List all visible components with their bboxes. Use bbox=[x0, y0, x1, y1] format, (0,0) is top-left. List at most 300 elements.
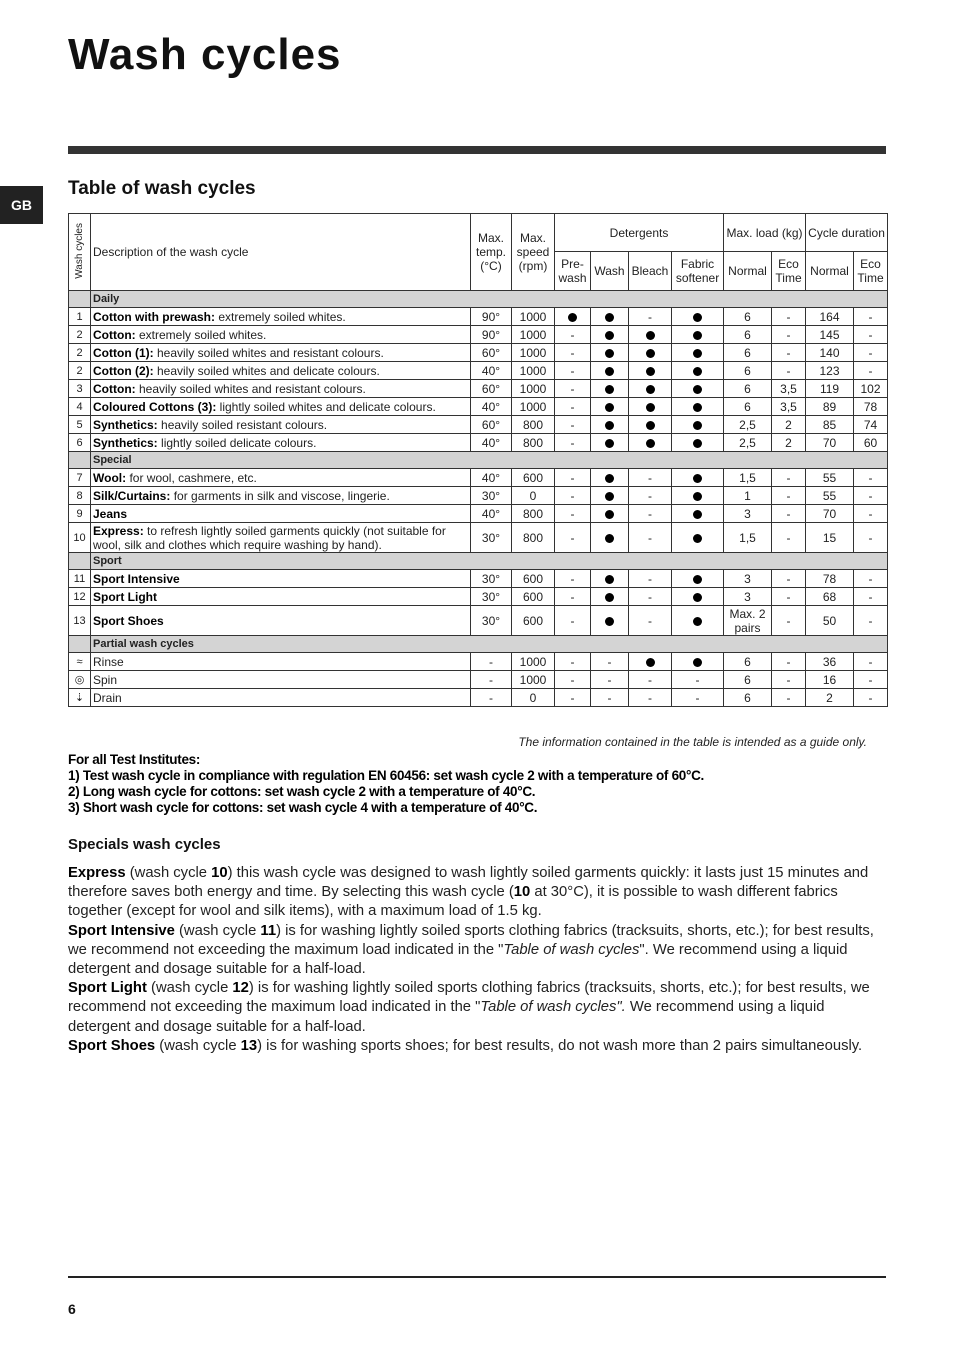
header-load-normal: Normal bbox=[724, 252, 772, 291]
cell-max-speed: 0 bbox=[512, 487, 555, 505]
cycle-number: 9 bbox=[69, 505, 91, 523]
bullet-icon bbox=[646, 331, 655, 340]
header-max-temp: Max. temp. (°C) bbox=[471, 214, 512, 291]
cell-duration-eco: - bbox=[854, 487, 888, 505]
bullet-icon bbox=[693, 617, 702, 626]
group-spacer bbox=[69, 553, 91, 570]
bullet-icon bbox=[646, 349, 655, 358]
cell-bleach bbox=[629, 362, 672, 380]
cell-prewash: - bbox=[555, 362, 591, 380]
cell-max-temp: 40° bbox=[471, 505, 512, 523]
header-fabric-softener: Fabric softener bbox=[672, 252, 724, 291]
cell-prewash: - bbox=[555, 434, 591, 452]
cycle-name: Cotton with prewash: bbox=[93, 309, 215, 324]
cell-max-temp: 60° bbox=[471, 416, 512, 434]
cell-duration-normal: 36 bbox=[806, 653, 854, 671]
cycle-number: 2 bbox=[69, 362, 91, 380]
header-load-eco: Eco Time bbox=[772, 252, 806, 291]
cell-bleach: - bbox=[629, 308, 672, 326]
group-row bbox=[69, 291, 888, 308]
bullet-icon bbox=[693, 313, 702, 322]
group-row bbox=[69, 636, 888, 653]
cell-max-temp: 90° bbox=[471, 308, 512, 326]
cycle-detail: Rinse bbox=[93, 654, 124, 669]
cycle-name: Synthetics: bbox=[93, 417, 158, 432]
cell-prewash bbox=[555, 308, 591, 326]
cell-duration-normal: 2 bbox=[806, 689, 854, 707]
cell-duration-normal: 68 bbox=[806, 588, 854, 606]
header-cycle-duration: Cycle duration bbox=[806, 214, 888, 252]
test-institutes-notes bbox=[68, 752, 704, 816]
header-prewash: Pre- wash bbox=[555, 252, 591, 291]
cell-wash bbox=[591, 487, 629, 505]
cell-load-normal: Max. 2 pairs bbox=[724, 606, 772, 636]
bullet-icon bbox=[605, 474, 614, 483]
table-row bbox=[69, 416, 888, 434]
cycle-detail: Spin bbox=[93, 672, 118, 687]
cycle-name: Cotton: bbox=[93, 327, 136, 342]
cell-duration-normal: 119 bbox=[806, 380, 854, 398]
cell-duration-normal: 50 bbox=[806, 606, 854, 636]
cell-prewash: - bbox=[555, 570, 591, 588]
table-row bbox=[69, 362, 888, 380]
cycle-detail: for wool, cashmere, etc. bbox=[126, 470, 257, 485]
specials-text bbox=[68, 864, 888, 1056]
table-row bbox=[69, 308, 888, 326]
cycle-number: 3 bbox=[69, 380, 91, 398]
cell-load-eco: - bbox=[772, 326, 806, 344]
cell-duration-eco: - bbox=[854, 570, 888, 588]
cell-duration-normal: 78 bbox=[806, 570, 854, 588]
bullet-icon bbox=[568, 313, 577, 322]
top-divider bbox=[68, 146, 886, 154]
cell-load-normal: 1,5 bbox=[724, 523, 772, 553]
cell-load-normal: 6 bbox=[724, 653, 772, 671]
cycle-number: 5 bbox=[69, 416, 91, 434]
bullet-icon bbox=[693, 421, 702, 430]
express-paragraph: Express (wash cycle 10) this wash cycle was designed to wash lightly soiled garments quickly: it lasts just 15 minutes and therefore saves both energy and time. By selecting this wash cycle (10 at 30°C), it is possible to wash different fabrics together (except for wool and silk items), with a maximum load of 1.5 kg. bbox=[68, 865, 869, 920]
icon-cell bbox=[69, 653, 91, 671]
bullet-icon bbox=[646, 439, 655, 448]
group-row bbox=[69, 553, 888, 570]
cell-duration-normal: 55 bbox=[806, 487, 854, 505]
rinse-icon: ≈ bbox=[76, 655, 83, 668]
header-wash-cycles: Wash cycles bbox=[69, 214, 91, 291]
cell-max-speed: 1000 bbox=[512, 380, 555, 398]
cell-fabric-softener bbox=[672, 606, 724, 636]
cell-wash: - bbox=[591, 653, 629, 671]
cell-wash bbox=[591, 362, 629, 380]
group-label: Special bbox=[91, 452, 888, 469]
table-row bbox=[69, 588, 888, 606]
cell-max-speed: 1000 bbox=[512, 398, 555, 416]
cell-max-speed: 600 bbox=[512, 570, 555, 588]
cell-max-temp: 40° bbox=[471, 434, 512, 452]
institutes-intro: For all Test Institutes: bbox=[68, 752, 201, 767]
bottom-divider bbox=[68, 1276, 886, 1278]
specials-title: Specials wash cycles bbox=[68, 836, 221, 853]
cell-fabric-softener bbox=[672, 570, 724, 588]
bullet-icon bbox=[693, 510, 702, 519]
bullet-icon bbox=[693, 492, 702, 501]
bullet-icon bbox=[646, 403, 655, 412]
cell-bleach bbox=[629, 416, 672, 434]
cell-max-temp: 30° bbox=[471, 588, 512, 606]
cell-bleach bbox=[629, 398, 672, 416]
cell-fabric-softener bbox=[672, 380, 724, 398]
cell-max-speed: 1000 bbox=[512, 653, 555, 671]
cell-load-eco: 3,5 bbox=[772, 380, 806, 398]
header-max-load: Max. load (kg) bbox=[724, 214, 806, 252]
cell-duration-eco: - bbox=[854, 344, 888, 362]
cell-wash bbox=[591, 416, 629, 434]
cell-max-temp: 40° bbox=[471, 398, 512, 416]
cell-duration-normal: 15 bbox=[806, 523, 854, 553]
cell-max-temp: 30° bbox=[471, 570, 512, 588]
cell-load-normal: 3 bbox=[724, 570, 772, 588]
cell-duration-normal: 123 bbox=[806, 362, 854, 380]
cycle-name: Jeans bbox=[93, 506, 128, 521]
cell-duration-normal: 140 bbox=[806, 344, 854, 362]
guide-note: The information contained in the table is intended as a guide only. bbox=[518, 735, 867, 749]
cycle-number: 6 bbox=[69, 434, 91, 452]
cell-duration-normal: 70 bbox=[806, 505, 854, 523]
cycle-name: Coloured Cottons (3): bbox=[93, 399, 217, 414]
cycle-name: Synthetics: bbox=[93, 435, 158, 450]
table-row bbox=[69, 689, 888, 707]
cell-bleach: - bbox=[629, 505, 672, 523]
section-title: Table of wash cycles bbox=[68, 178, 256, 199]
cell-load-eco: - bbox=[772, 570, 806, 588]
cell-load-normal: 3 bbox=[724, 505, 772, 523]
cell-prewash: - bbox=[555, 380, 591, 398]
bullet-icon bbox=[605, 349, 614, 358]
cell-fabric-softener bbox=[672, 523, 724, 553]
cell-load-normal: 6 bbox=[724, 671, 772, 689]
cycle-description bbox=[91, 671, 471, 689]
cycle-number: 10 bbox=[69, 523, 91, 553]
spin-icon: ◎ bbox=[74, 674, 85, 686]
group-label: Daily bbox=[91, 291, 888, 308]
cycle-description bbox=[91, 326, 471, 344]
cycle-number: 11 bbox=[69, 570, 91, 588]
cell-bleach bbox=[629, 326, 672, 344]
cycle-description bbox=[91, 380, 471, 398]
table-row bbox=[69, 326, 888, 344]
cell-load-eco: - bbox=[772, 505, 806, 523]
cell-load-eco: - bbox=[772, 653, 806, 671]
cell-bleach: - bbox=[629, 469, 672, 487]
cell-duration-eco: - bbox=[854, 505, 888, 523]
cell-load-normal: 6 bbox=[724, 308, 772, 326]
cell-bleach: - bbox=[629, 671, 672, 689]
cell-max-speed: 1000 bbox=[512, 308, 555, 326]
cycle-detail: extremely soiled whites. bbox=[215, 309, 346, 324]
cycle-description bbox=[91, 344, 471, 362]
bullet-icon bbox=[605, 534, 614, 543]
cycle-detail: heavily soiled whites and delicate colours. bbox=[153, 363, 380, 378]
cell-fabric-softener: - bbox=[672, 671, 724, 689]
cell-load-eco: - bbox=[772, 344, 806, 362]
table-row bbox=[69, 434, 888, 452]
cell-load-normal: 3 bbox=[724, 588, 772, 606]
cell-bleach bbox=[629, 344, 672, 362]
cell-prewash: - bbox=[555, 344, 591, 362]
header-description: Description of the wash cycle bbox=[91, 214, 471, 291]
cycle-description bbox=[91, 416, 471, 434]
cell-load-eco: - bbox=[772, 588, 806, 606]
cycle-detail: lightly soiled delicate colours. bbox=[157, 435, 317, 450]
table-row bbox=[69, 398, 888, 416]
cell-max-temp: 60° bbox=[471, 380, 512, 398]
cell-duration-normal: 85 bbox=[806, 416, 854, 434]
cell-fabric-softener: - bbox=[672, 689, 724, 707]
bullet-icon bbox=[693, 474, 702, 483]
cell-load-normal: 6 bbox=[724, 689, 772, 707]
cell-max-speed: 800 bbox=[512, 523, 555, 553]
table-row bbox=[69, 606, 888, 636]
group-spacer bbox=[69, 291, 91, 308]
bullet-icon bbox=[646, 421, 655, 430]
cycle-name: Wool: bbox=[93, 470, 127, 485]
cell-duration-eco: 78 bbox=[854, 398, 888, 416]
cell-wash bbox=[591, 523, 629, 553]
table-row bbox=[69, 505, 888, 523]
cell-max-speed: 1000 bbox=[512, 362, 555, 380]
cell-prewash: - bbox=[555, 606, 591, 636]
cell-load-normal: 2,5 bbox=[724, 434, 772, 452]
cell-duration-eco: - bbox=[854, 362, 888, 380]
cell-load-eco: - bbox=[772, 487, 806, 505]
cell-prewash: - bbox=[555, 505, 591, 523]
cell-wash bbox=[591, 606, 629, 636]
cell-fabric-softener bbox=[672, 308, 724, 326]
cell-max-speed: 800 bbox=[512, 416, 555, 434]
table-row bbox=[69, 523, 888, 553]
cell-wash bbox=[591, 326, 629, 344]
cycle-name: Express: bbox=[93, 523, 144, 538]
cycle-description bbox=[91, 398, 471, 416]
cell-load-eco: - bbox=[772, 362, 806, 380]
cell-load-normal: 2,5 bbox=[724, 416, 772, 434]
institute-note: 3) Short wash cycle for cottons: set wash cycle 4 with a temperature of 40°C. bbox=[68, 800, 538, 815]
cell-wash bbox=[591, 469, 629, 487]
bullet-icon bbox=[605, 421, 614, 430]
cell-max-speed: 600 bbox=[512, 469, 555, 487]
cell-duration-normal: 16 bbox=[806, 671, 854, 689]
cell-load-normal: 6 bbox=[724, 398, 772, 416]
cell-duration-eco: - bbox=[854, 326, 888, 344]
cell-prewash: - bbox=[555, 588, 591, 606]
table-row bbox=[69, 487, 888, 505]
cycle-name: Cotton (2): bbox=[93, 363, 154, 378]
header-max-speed: Max. speed (rpm) bbox=[512, 214, 555, 291]
cell-duration-normal: 55 bbox=[806, 469, 854, 487]
cycle-name: Silk/Curtains: bbox=[93, 488, 171, 503]
wash-cycles-table bbox=[68, 213, 888, 707]
cell-prewash: - bbox=[555, 523, 591, 553]
bullet-icon bbox=[605, 510, 614, 519]
cell-duration-eco: 102 bbox=[854, 380, 888, 398]
cell-duration-normal: 89 bbox=[806, 398, 854, 416]
icon-cell bbox=[69, 689, 91, 707]
cell-max-speed: 600 bbox=[512, 606, 555, 636]
cell-max-temp: - bbox=[471, 689, 512, 707]
cell-wash bbox=[591, 434, 629, 452]
bullet-icon bbox=[605, 331, 614, 340]
cell-max-speed: 1000 bbox=[512, 344, 555, 362]
cell-max-speed: 1000 bbox=[512, 671, 555, 689]
cell-fabric-softener bbox=[672, 362, 724, 380]
bullet-icon bbox=[693, 575, 702, 584]
cycle-description bbox=[91, 487, 471, 505]
cell-max-speed: 800 bbox=[512, 505, 555, 523]
cell-bleach bbox=[629, 380, 672, 398]
cell-max-temp: 90° bbox=[471, 326, 512, 344]
cell-wash bbox=[591, 505, 629, 523]
cell-wash bbox=[591, 570, 629, 588]
cell-duration-eco: - bbox=[854, 308, 888, 326]
cell-load-normal: 6 bbox=[724, 326, 772, 344]
cell-wash bbox=[591, 380, 629, 398]
cycle-description bbox=[91, 308, 471, 326]
cell-fabric-softener bbox=[672, 505, 724, 523]
cell-bleach: - bbox=[629, 523, 672, 553]
cycle-number: 2 bbox=[69, 326, 91, 344]
bullet-icon bbox=[693, 439, 702, 448]
bullet-icon bbox=[693, 367, 702, 376]
bullet-icon bbox=[605, 403, 614, 412]
cell-load-eco: - bbox=[772, 308, 806, 326]
cell-fabric-softener bbox=[672, 653, 724, 671]
cycle-name: Cotton (1): bbox=[93, 345, 154, 360]
cell-fabric-softener bbox=[672, 344, 724, 362]
cell-max-temp: - bbox=[471, 671, 512, 689]
bullet-icon bbox=[605, 575, 614, 584]
cell-prewash: - bbox=[555, 653, 591, 671]
cell-bleach bbox=[629, 434, 672, 452]
cycle-description bbox=[91, 434, 471, 452]
cell-duration-eco: - bbox=[854, 606, 888, 636]
group-label: Sport bbox=[91, 553, 888, 570]
header-duration-normal: Normal bbox=[806, 252, 854, 291]
cell-fabric-softener bbox=[672, 398, 724, 416]
cell-max-temp: 40° bbox=[471, 469, 512, 487]
cycle-number: 12 bbox=[69, 588, 91, 606]
cell-max-speed: 1000 bbox=[512, 326, 555, 344]
table-row bbox=[69, 344, 888, 362]
icon-cell bbox=[69, 671, 91, 689]
cell-fabric-softener bbox=[672, 487, 724, 505]
bullet-icon bbox=[693, 349, 702, 358]
cell-max-temp: - bbox=[471, 653, 512, 671]
cell-bleach: - bbox=[629, 487, 672, 505]
cell-bleach bbox=[629, 653, 672, 671]
cycle-detail: lightly soiled whites and delicate colours. bbox=[216, 399, 436, 414]
cell-max-speed: 600 bbox=[512, 588, 555, 606]
bullet-icon bbox=[605, 367, 614, 376]
cell-load-eco: 3,5 bbox=[772, 398, 806, 416]
cycle-detail: heavily soiled whites and resistant colours. bbox=[153, 345, 384, 360]
bullet-icon bbox=[693, 658, 702, 667]
cycle-description bbox=[91, 689, 471, 707]
page-title: Wash cycles bbox=[68, 30, 342, 79]
cycle-number: 2 bbox=[69, 344, 91, 362]
cell-max-speed: 0 bbox=[512, 689, 555, 707]
page-number: 6 bbox=[68, 1301, 76, 1317]
cell-duration-normal: 145 bbox=[806, 326, 854, 344]
cell-max-speed: 800 bbox=[512, 434, 555, 452]
cycle-name: Cotton: bbox=[93, 381, 136, 396]
cell-prewash: - bbox=[555, 416, 591, 434]
sport-intensive-paragraph: Sport Intensive (wash cycle 11) is for washing lightly soiled sports clothing fabrics (tracksuits, shorts, etc.); for best results, we recommend not exceeding the maximum load indicated in the "Table of wash cycles". We recommend using a liquid detergent and dosage suitable for a half-load. bbox=[68, 922, 874, 978]
cell-prewash: - bbox=[555, 469, 591, 487]
cell-load-eco: - bbox=[772, 671, 806, 689]
table-row bbox=[69, 570, 888, 588]
group-spacer bbox=[69, 452, 91, 469]
group-spacer bbox=[69, 636, 91, 653]
bullet-icon bbox=[693, 403, 702, 412]
cell-duration-normal: 164 bbox=[806, 308, 854, 326]
cycle-number: 1 bbox=[69, 308, 91, 326]
cell-fabric-softener bbox=[672, 326, 724, 344]
cell-load-normal: 1,5 bbox=[724, 469, 772, 487]
cycle-number: 13 bbox=[69, 606, 91, 636]
table-row bbox=[69, 671, 888, 689]
cell-prewash: - bbox=[555, 487, 591, 505]
cell-load-eco: - bbox=[772, 469, 806, 487]
cell-load-eco: - bbox=[772, 523, 806, 553]
cycle-name: Sport Intensive bbox=[93, 571, 180, 586]
bullet-icon bbox=[605, 492, 614, 501]
cycle-name: Sport Shoes bbox=[93, 613, 164, 628]
cell-max-temp: 30° bbox=[471, 606, 512, 636]
cell-bleach: - bbox=[629, 570, 672, 588]
drain-icon: ⇣ bbox=[74, 692, 85, 704]
cycle-detail: heavily soiled resistant colours. bbox=[157, 417, 328, 432]
cycle-description bbox=[91, 606, 471, 636]
cell-fabric-softener bbox=[672, 434, 724, 452]
cell-load-eco: 2 bbox=[772, 434, 806, 452]
cell-load-normal: 6 bbox=[724, 362, 772, 380]
cell-duration-eco: - bbox=[854, 523, 888, 553]
cycle-detail: heavily soiled whites and resistant colours. bbox=[135, 381, 366, 396]
cell-load-normal: 1 bbox=[724, 487, 772, 505]
cell-wash bbox=[591, 308, 629, 326]
cell-max-temp: 60° bbox=[471, 344, 512, 362]
cycle-description bbox=[91, 570, 471, 588]
cell-wash bbox=[591, 344, 629, 362]
cell-wash bbox=[591, 588, 629, 606]
cell-prewash: - bbox=[555, 326, 591, 344]
cell-duration-eco: - bbox=[854, 653, 888, 671]
cell-wash: - bbox=[591, 689, 629, 707]
sport-light-paragraph: Sport Light (wash cycle 12) is for washing lightly soiled sports clothing fabrics (tracksuits, shorts, etc.); for best results, we recommend not exceeding the maximum load indicated in the "Table of wash cycles". We recommend using a liquid detergent and dosage suitable for a half-load. bbox=[68, 980, 870, 1035]
cell-load-eco: - bbox=[772, 606, 806, 636]
cycle-description bbox=[91, 653, 471, 671]
cell-bleach: - bbox=[629, 689, 672, 707]
cycle-description bbox=[91, 469, 471, 487]
header-wash: Wash bbox=[591, 252, 629, 291]
cycle-description bbox=[91, 588, 471, 606]
cell-prewash: - bbox=[555, 671, 591, 689]
cycle-detail: to refresh lightly soiled garments quickly (not suitable for wool, silk and clothes which require washing by hand). bbox=[93, 523, 446, 552]
cell-max-temp: 40° bbox=[471, 362, 512, 380]
bullet-icon bbox=[605, 385, 614, 394]
bullet-icon bbox=[646, 658, 655, 667]
cycle-detail: for garments in silk and viscose, lingerie. bbox=[170, 488, 390, 503]
cell-duration-eco: - bbox=[854, 671, 888, 689]
